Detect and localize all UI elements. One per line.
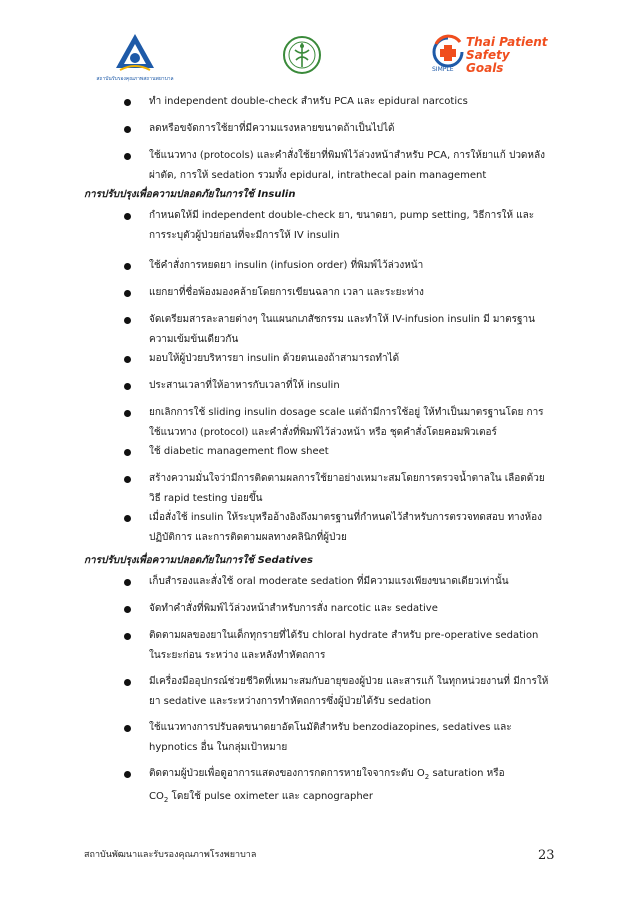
ha-logo-caption: สถาบันรับรองคุณภาพสถานพยาบาล	[96, 76, 174, 82]
list-item: ติดตามผลของยาในเด็กทุกรายที่ได้รับ chloral hydrate สำหรับ pre-operative sedation ในระยะก่อน ระหว่าง และหลังทำหัตถการ	[149, 630, 539, 661]
list-item: ใช้แนวทาง (protocols) และคำสั่งใช้ยาที่พิมพ์ไว้ล่วงหน้าสำหรับ PCA, การให้ยาแก้ ปวดหลังผ่าตัด, การให้ sedation รวมทั้ง epidural, intrathecal pain management	[149, 150, 546, 181]
bullet-dot	[124, 633, 131, 640]
tps-logo-text	[466, 36, 548, 75]
list-item: จัดทำคำสั่งที่พิมพ์ไว้ล่วงหน้าสำหรับการสั่ง narcotic และ sedative	[149, 603, 438, 614]
bullet-dot	[124, 317, 131, 324]
bullet-dot	[124, 725, 131, 732]
bullet-dot	[124, 356, 131, 363]
page-header	[0, 30, 638, 90]
tps-line1: Thai Patient	[466, 35, 548, 49]
bullet-dot	[124, 99, 131, 106]
ha-logo	[96, 32, 174, 84]
o2-subscript: 2	[424, 773, 430, 781]
bullet-dot	[124, 449, 131, 456]
list-item: เมื่อสั่งใช้ insulin ให้ระบุหรืออ้างอิงถึงมาตรฐานที่กำหนดไว้สำหรับการตรวจทดสอบ ทางห้องปฏิบัติการ และการติดตามผลทางคลินิกที่ผู้ป่วย	[149, 512, 543, 543]
svg-text:SIMPLE: SIMPLE	[432, 66, 454, 72]
moph-seal-logo	[282, 34, 322, 78]
list-item: มีเครื่องมืออุปกรณ์ช่วยชีวิตที่เหมาะสมกับอายุของผู้ป่วย และสารแก้ ในทุกหน่วยงานที่ มีการให้ยา sedative และระหว่างการทำหัตถการซึ่งผู้ป่วยได้รับ sedation	[149, 676, 549, 707]
list-item: ยกเลิกการใช้ sliding insulin dosage scale แต่ถ้ามีการใช้อยู่ ให้ทำเป็นมาตรฐานโดย การใช้แนวทาง (protocol) และคำสั่งที่พิมพ์ไว้ล่วงหน้า หรือ ชุดคำสั่งโดยคอมพิวเตอร์	[149, 407, 544, 438]
list-item: กำหนดให้มี independent double-check ยา, ขนาดยา, pump setting, วิธีการให้ และ การระบุตัวผู้ป่วยก่อนที่จะมีการให้ IV insulin	[149, 210, 535, 241]
list-item: แยกยาที่ชื่อพ้องมองคล้ายโดยการเขียนฉลาก เวลา และระยะห่าง	[149, 287, 424, 298]
list-item: สร้างความมั่นใจว่ามีการติดตามผลการใช้ยาอย่างเหมาะสมโดยการตรวจน้ำตาลใน เลือดด้วยวิธี rapid testing บ่อยขึ้น	[149, 473, 545, 504]
bullet-dot	[124, 213, 131, 220]
o2-text-part4: โดยใช้ pulse oximeter และ capnographer	[168, 791, 373, 802]
bullet-dot	[124, 679, 131, 686]
list-item: ใช้คำสั่งการหยดยา insulin (infusion order) ที่พิมพ์ไว้ล่วงหน้า	[149, 260, 424, 271]
bullet-dot	[124, 606, 131, 613]
bullet-dot	[124, 263, 131, 270]
list-item: ใช้แนวทางการปรับลดขนาดยาอัตโนมัติสำหรับ benzodiazopines, sedatives และ hypnotics อื่น ในกลุ่มเป้าหมาย	[149, 722, 512, 753]
bullet-dot	[124, 476, 131, 483]
o2-text-part2: saturation หรือ	[429, 768, 505, 779]
bullet-dot	[124, 515, 131, 522]
list-item-o2-monitoring	[149, 764, 549, 810]
bullet-dot	[124, 771, 131, 778]
co2-subscript: 2	[163, 796, 169, 804]
list-item: มอบให้ผู้ป่วยบริหารยา insulin ด้วยตนเองถ้าสามารถทำได้	[149, 353, 400, 364]
thai-patient-safety-goals-logo	[430, 34, 548, 74]
bullet-dot	[124, 126, 131, 133]
footer-institute: สถาบันพัฒนาและรับรองคุณภาพโรงพยาบาล	[84, 850, 257, 860]
bullet-dot	[124, 153, 131, 160]
list-item: ประสานเวลาที่ให้อาหารกับเวลาที่ให้ insulin	[149, 380, 340, 391]
list-item: เก็บสำรองและสั่งใช้ oral moderate sedation ที่มีความแรงเพียงขนาดเดียวเท่านั้น	[149, 576, 509, 587]
section-heading-insulin: การปรับปรุงเพื่อความปลอดภัยในการใช้ Insulin	[84, 189, 296, 200]
list-item: ทำ independent double-check สำหรับ PCA และ epidural narcotics	[149, 96, 468, 107]
bullet-dot	[124, 290, 131, 297]
co2-text: CO	[149, 791, 164, 802]
bullet-dot	[124, 410, 131, 417]
bullet-dot	[124, 383, 131, 390]
o2-text-part1: ติดตามผู้ป่วยเพื่อดูอาการแสดงของการกดการหายใจจากระดับ O	[149, 768, 425, 779]
list-item: จัดเตรียมสารละลายต่างๆ ในแผนกเภสัชกรรม และทำให้ IV-infusion insulin มี มาตรฐานความเข้มข้นเดียวกัน	[149, 314, 535, 345]
list-item: ลดหรือขจัดการใช้ยาที่มีความแรงหลายขนาดถ้าเป็นไปได้	[149, 123, 395, 134]
list-item: ใช้ diabetic management flow sheet	[149, 446, 329, 457]
tps-line2: Safety Goals	[466, 48, 510, 75]
page-number: 23	[538, 848, 555, 863]
bullet-dot	[124, 579, 131, 586]
section-heading-sedatives: การปรับปรุงเพื่อความปลอดภัยในการใช้ Sedatives	[84, 555, 313, 566]
